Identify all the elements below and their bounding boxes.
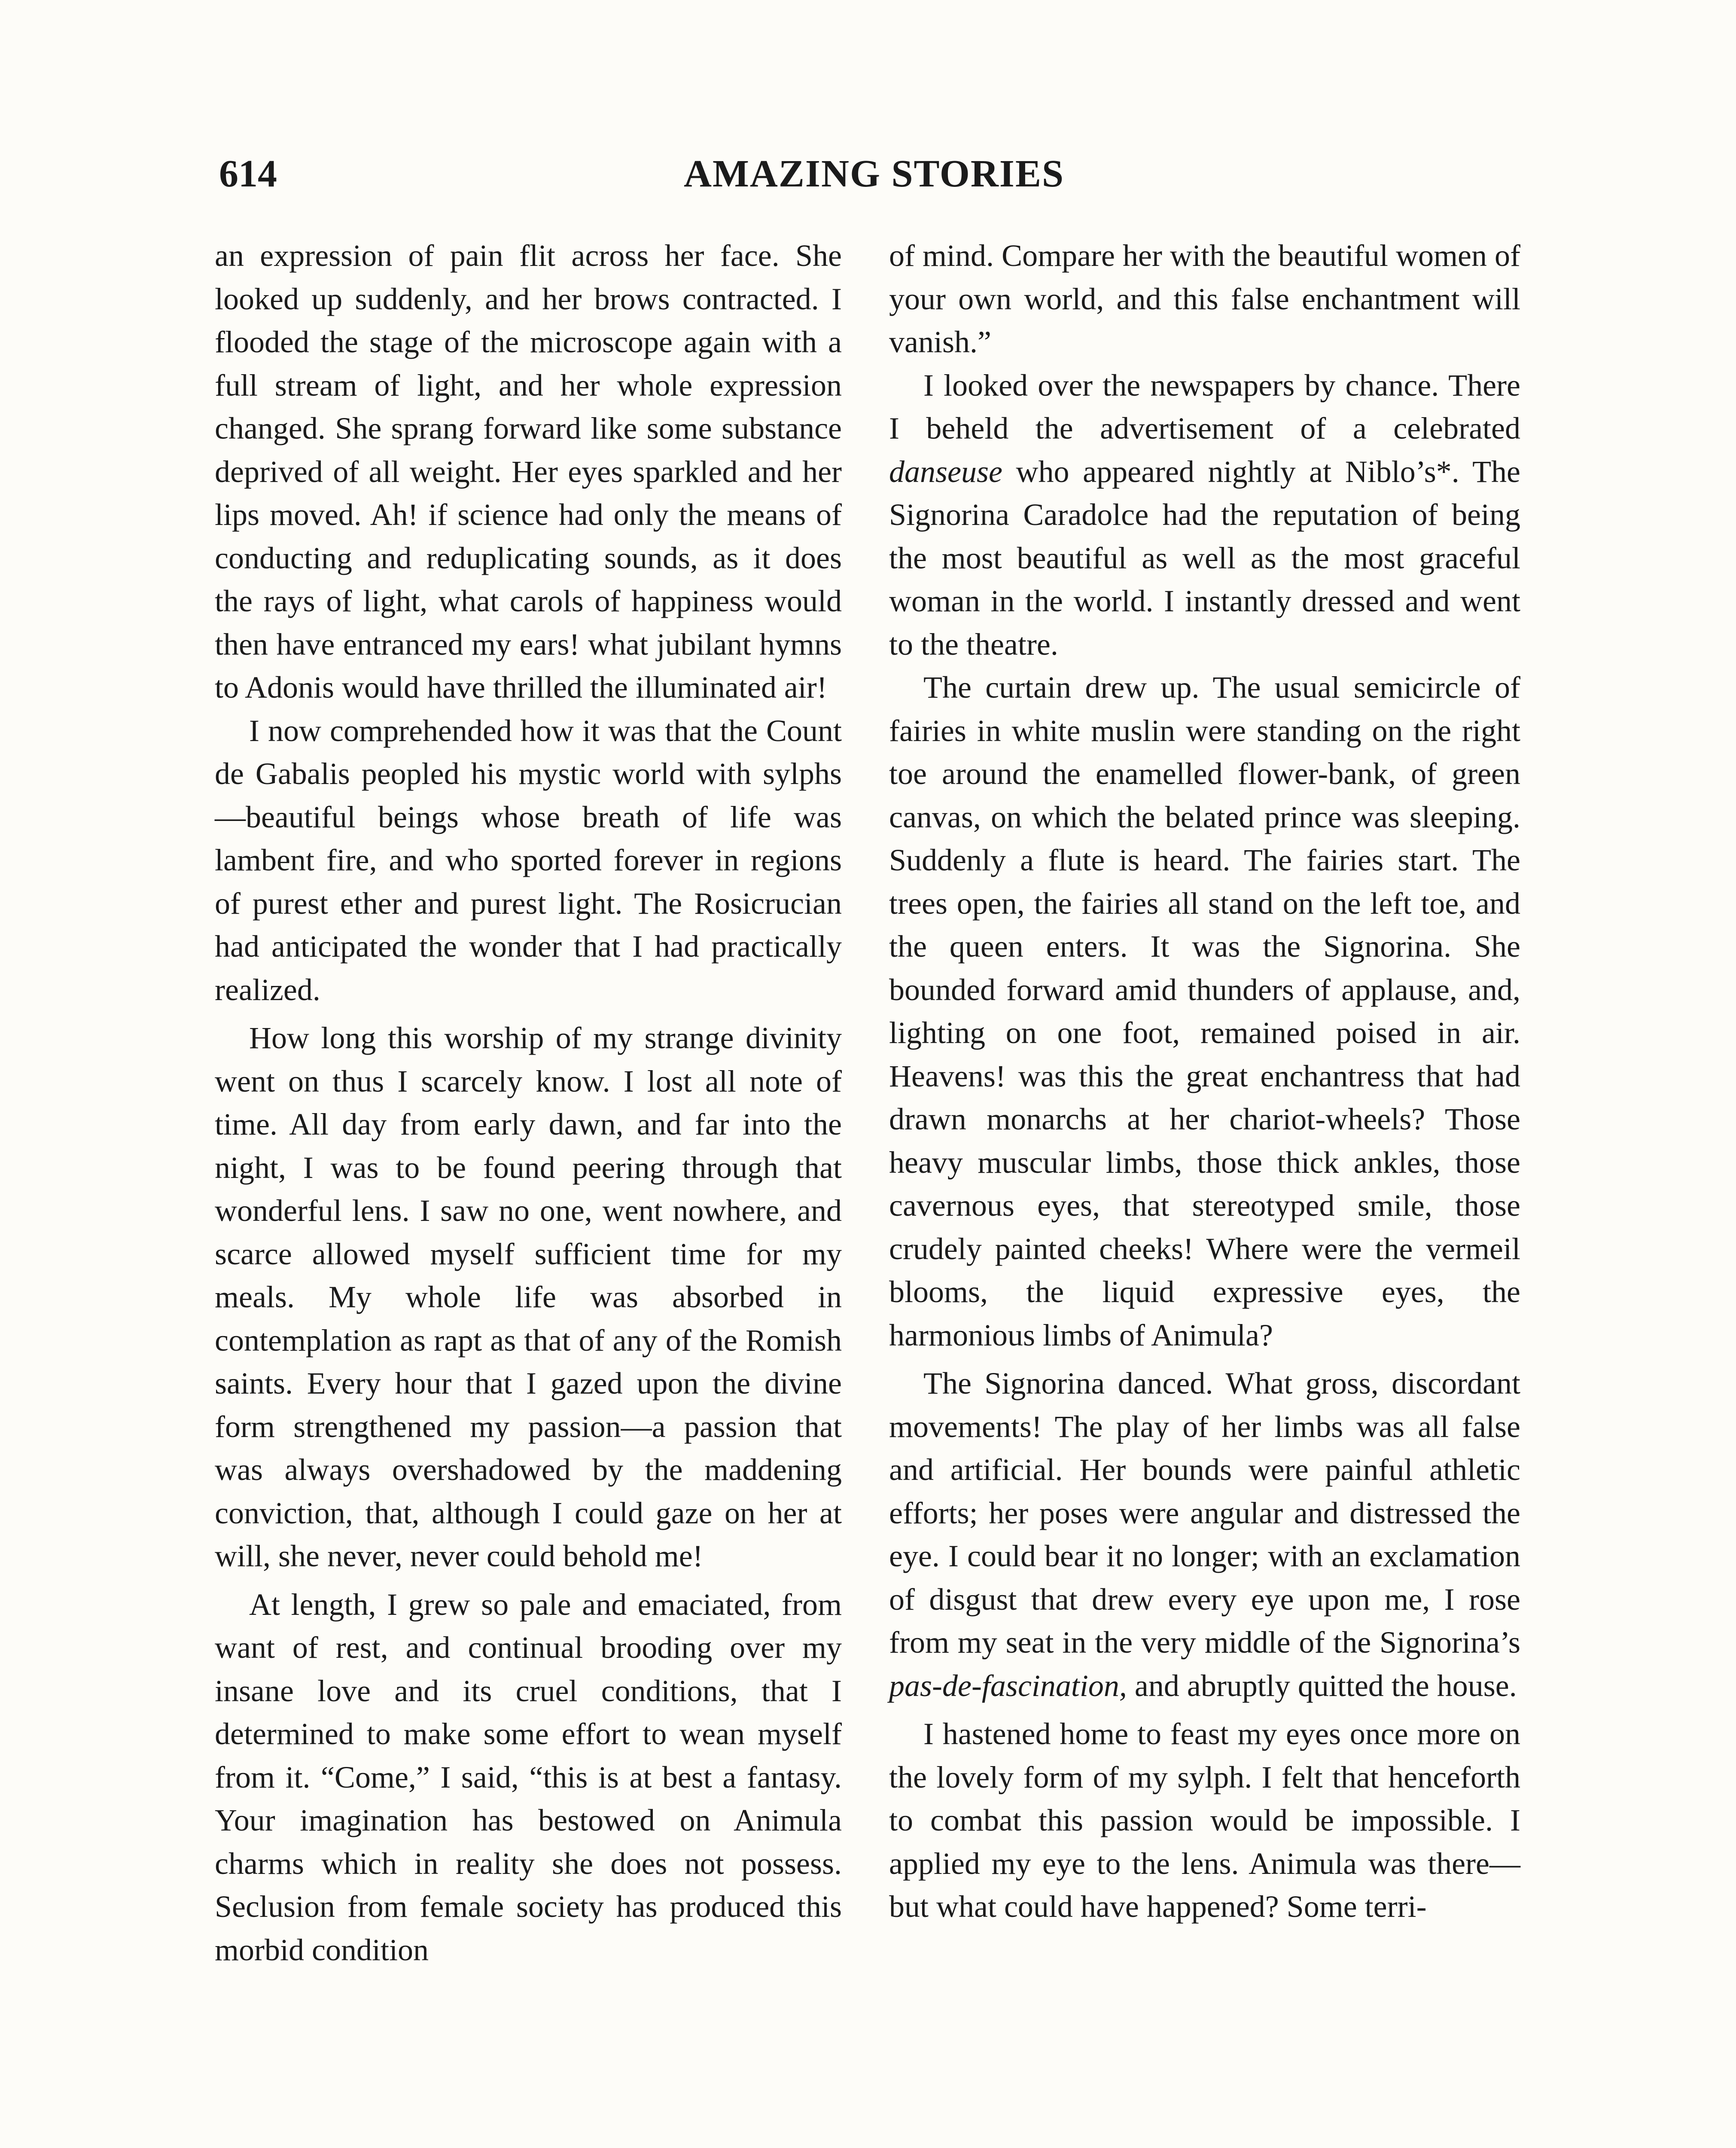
paragraph	[889, 1362, 1520, 1707]
paragraph-text: who appeared nightly at Niblo’s*. The Signorina Caradolce had the reputation of being the most beautiful as well as the most graceful woman in the world. I instantly dressed and went to the theatre.	[889, 454, 1520, 662]
paragraph: The curtain drew up. The usual semicircle of fairies in white muslin were standing on the right toe around the enamelled flower-bank, of green canvas, on which the belated prince was sleeping. Suddenly a flute is heard. The fairies start. The trees open, the fairies all stand on the left toe, and the queen enters. It was the Signorina. She bounded forward amid thunders of applause, and, lighting on one foot, remained poised in air. Heavens! was this the great enchantress that had drawn monarchs at her chariot-wheels? Those heavy muscular limbs, those thick ankles, those cavernous eyes, that stereotyped smile, those crudely painted cheeks! Where were the vermeil blooms, the liquid expressive eyes, the harmonious limbs of Animula?	[889, 670, 1520, 1352]
paragraph: I now comprehended how it was that the Count de Gabalis peopled his mystic world with sylphs—beautiful beings whose breath of life was lambent fire, and who sported forever in regions of purest ether and purest light. The Rosicrucian had anticipated the wonder that I had practically realized.	[215, 713, 842, 1007]
right-column	[889, 234, 1520, 1928]
paragraph: of mind. Compare her with the beautiful women of your own world, and this false enchantment will vanish.”	[889, 238, 1520, 359]
left-column	[215, 234, 842, 1971]
running-title: AMAZING STORIES	[683, 153, 1065, 195]
paragraph-text: The Signorina danced. What gross, discordant movements! The play of her limbs was all false and artificial. Her bounds were painful athletic efforts; her poses were angular and distressed the eye. I could bear it no longer; with an exclamation of disgust that drew every eye upon me, I rose from my seat in the very middle of the Signorina’s	[889, 1366, 1520, 1660]
paragraph-text: I looked over the newspapers by chance. There I beheld the advertisement of a celebrated	[889, 368, 1520, 445]
paragraph	[889, 364, 1520, 666]
paragraph: an expression of pain flit across her face. She looked up suddenly, and her brows contracted. I flooded the stage of the microscope again with a full stream of light, and her whole expression changed. She sprang forward like some substance deprived of all weight. Her eyes sparkled and her lips moved. Ah! if science had only the means of conducting and reduplicating sounds, as it does the rays of light, what carols of happiness would then have entranced my ears! what jubilant hymns to Adonis would have thrilled the illuminated air!	[215, 238, 842, 705]
paragraph-text: and abruptly quitted the house.	[1127, 1668, 1517, 1703]
page-number: 614	[219, 153, 277, 195]
paragraph: How long this worship of my strange divinity went on thus I scarcely know. I lost all note of time. All day from early dawn, and far into the night, I was to be found peering through that wonderful lens. I saw no one, went nowhere, and scarce allowed myself sufficient time for my meals. My whole life was absorbed in contemplation as rapt as that of any of the Romish saints. Every hour that I gazed upon the divine form strengthened my passion—a passion that was always overshadowed by the maddening conviction, that, although I could gaze on her at will, she never, never could behold me!	[215, 1021, 842, 1573]
page-header	[219, 142, 1529, 206]
paragraph: At length, I grew so pale and emaciated, from want of rest, and continual brooding over my insane love and its cruel conditions, that I determined to make some effort to wean myself from it. “Come,” I said, “this is at best a fantasy. Your imagination has bestowed on Animula charms which in reality she does not possess. Seclusion from female society has produced this morbid condition	[215, 1587, 842, 1967]
italic-word: pas-de-fascination,	[889, 1668, 1127, 1703]
italic-word: danseuse	[889, 454, 1002, 489]
paragraph: I hastened home to feast my eyes once more on the lovely form of my sylph. I felt that henceforth to combat this passion would be impossible. I applied my eye to the lens. Animula was there—but what could have happened? Some terri-	[889, 1717, 1520, 1924]
